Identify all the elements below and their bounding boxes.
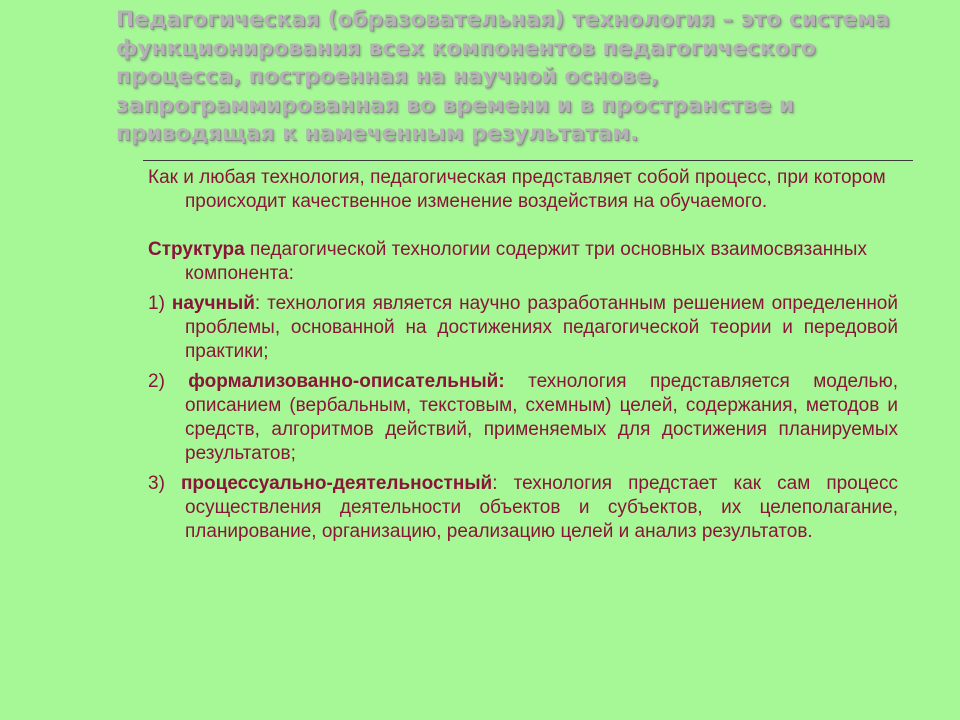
slide-body bbox=[148, 166, 898, 544]
list-item-number: 2) bbox=[148, 371, 189, 392]
list-item-term: научный bbox=[171, 293, 255, 314]
intro-paragraph: Как и любая технология, педагогическая представляет собой процесс, при котором происходит качественное изменение воздействия на обучаемого. bbox=[148, 167, 886, 212]
structure-lead: Структура bbox=[148, 239, 245, 260]
structure-text: педагогической технологии содержит три основных взаимосвязанных компонента: bbox=[185, 239, 867, 284]
list-item-formal-descriptive bbox=[148, 370, 898, 466]
slide-title: Педагогическая (образовательная) технология – это система функционирования всех компонентов педагогического процесса, построенная на научной основе, запрограммированная во времени и в пространстве и приводящая к намеченным результатам. bbox=[116, 7, 890, 147]
title-divider bbox=[143, 160, 913, 161]
list-item-scientific bbox=[148, 292, 898, 364]
list-item-text: технология представляется моделью, описанием (вербальным, текстовым, схемным) целей, содержания, методов и средств, алгоритмов действий, применяемых для достижения планируемых результатов; bbox=[185, 371, 898, 464]
list-item-number: 1) bbox=[148, 293, 172, 314]
list-item-procedural-activity bbox=[148, 472, 898, 544]
structure-paragraph bbox=[148, 238, 898, 286]
list-item-text: : технология является научно разработанным решением определенной проблемы, основанной на достижениях педагогической теории и передовой практики; bbox=[185, 293, 898, 362]
list-item-number: 3) bbox=[148, 473, 181, 494]
list-item-term: формализованно-описательный: bbox=[188, 371, 505, 392]
list-item-text: : технология предстает как сам процесс осуществления деятельности объектов и субъектов, их целеполагание, планирование, организацию, реализацию целей и анализ результатов. bbox=[185, 473, 898, 542]
list-item-term: процессуально-деятельностный bbox=[180, 473, 493, 494]
